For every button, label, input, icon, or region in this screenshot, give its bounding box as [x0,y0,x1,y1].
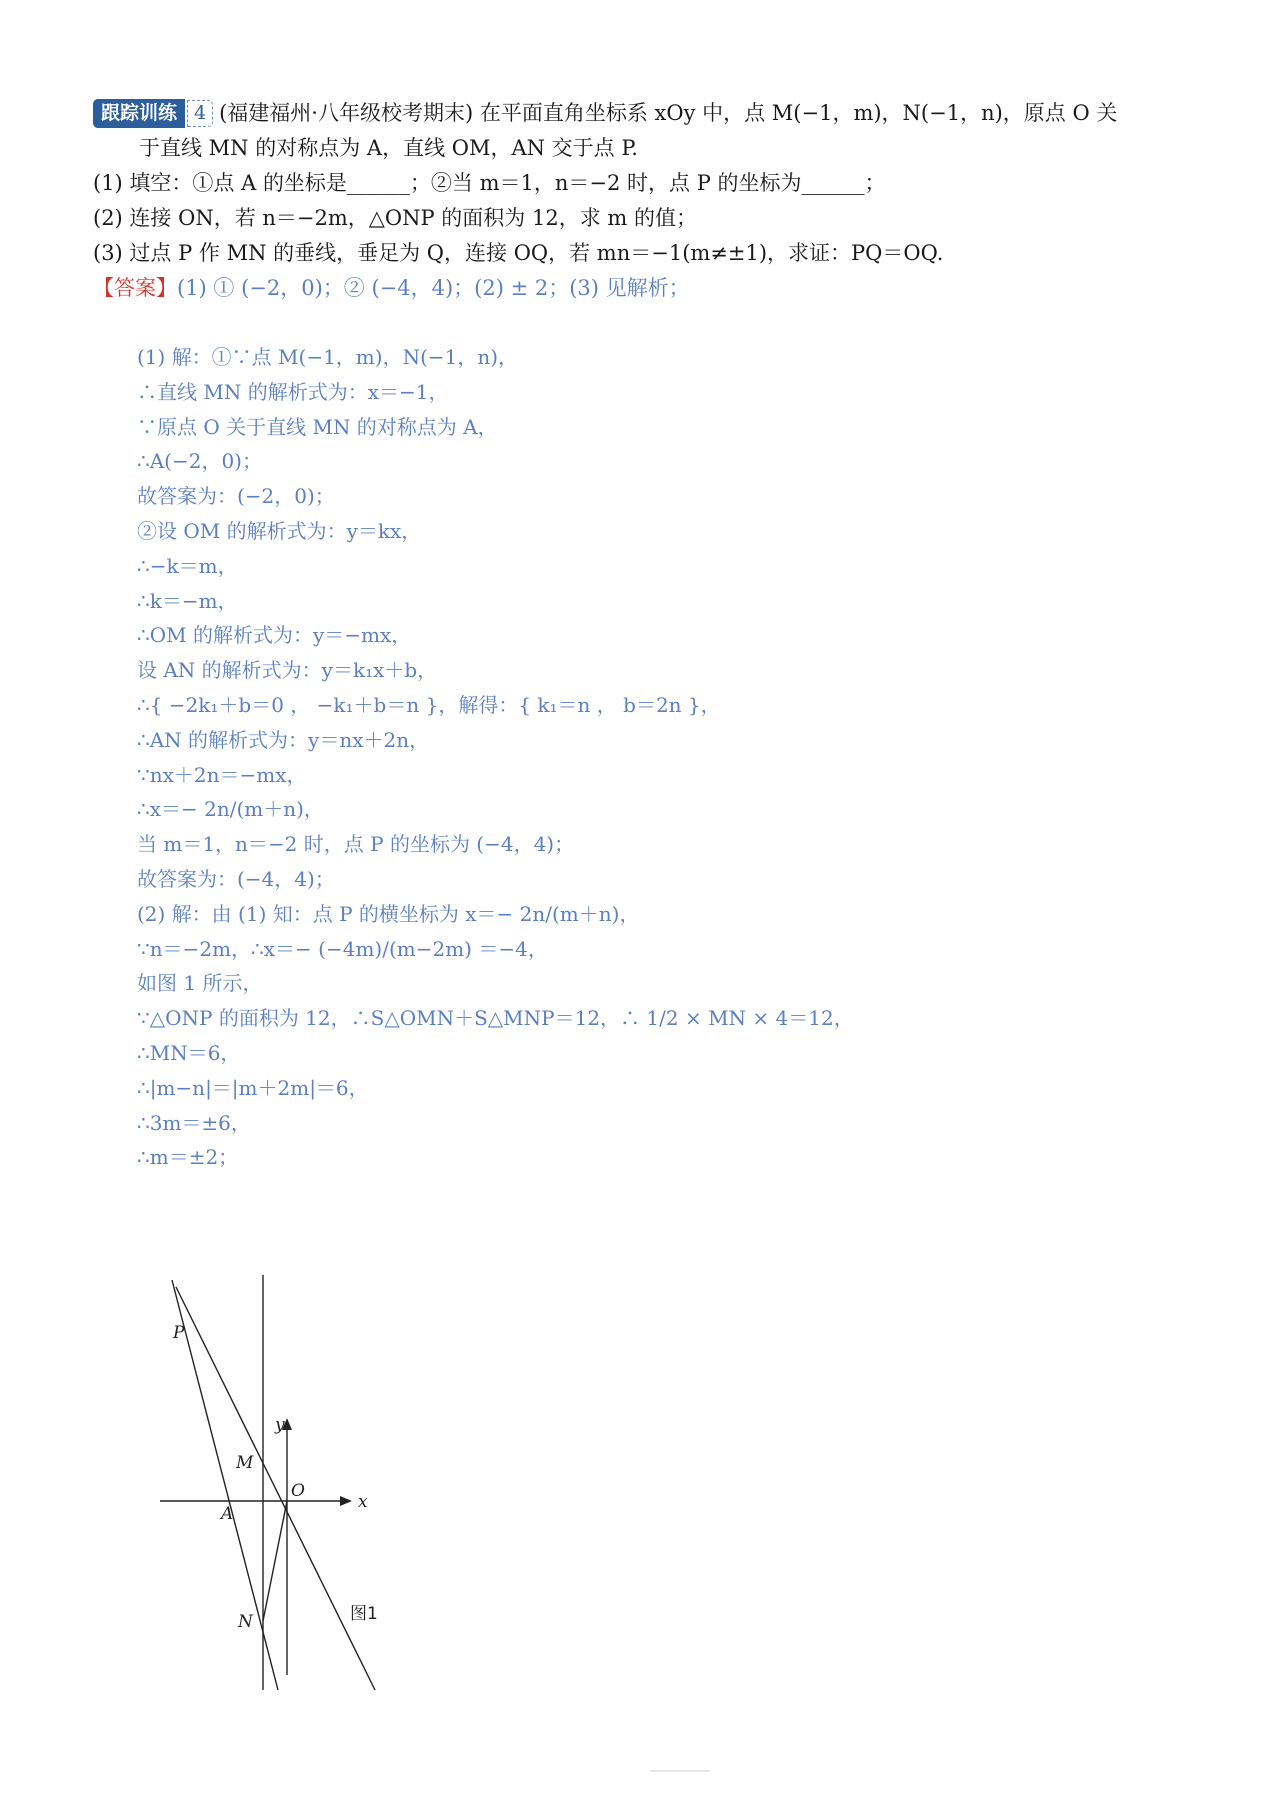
answer-tag: 【答案】 [93,276,177,300]
solution-line: ∴AN 的解析式为：y＝nx＋2n， [137,727,430,752]
training-tag: 跟踪训练 [93,99,185,128]
answer-text: (1) ① (−2，0)；② (−4，4)；(2) ± 2；(3) 见解析； [177,276,690,300]
solution-line: ∵△ONP 的面积为 12，∴S△OMN＋S△MNP＝12，∴ 1/2 × MN × 4＝12， [137,1006,854,1031]
label-p: P [173,1323,185,1343]
solution-line: 如图 1 所示， [137,971,263,996]
solution-line: 设 AN 的解析式为：y＝k₁x＋b， [137,658,438,683]
label-x: x [358,1492,368,1512]
solution-line: ∴{ −2k₁＋b＝0 ， −k₁＋b＝n }，解得：{ k₁＝n ， b＝2n }， [137,692,721,717]
geometry-figure [150,1275,410,1695]
line-an [172,1280,278,1690]
problem-number: 4 [187,100,213,127]
solution-line: ∵nx＋2n＝−mx， [137,762,307,787]
problem-part-3: (3) 过点 P 作 MN 的垂线，垂足为 Q，连接 OQ，若 mn＝−1(m≠±1)，求证：PQ＝OQ. [93,241,944,265]
solution-line: ∴A(−2，0)； [137,449,262,474]
problem-text: (福建福州·八年级校考期末) 在平面直角坐标系 xOy 中，点 M(−1，m)，N(−1，n)，原点 O 关 [219,101,1118,125]
solution-line: ∴直线 MN 的解析式为：x＝−1， [137,379,449,404]
x-axis-arrow-icon [340,1496,352,1506]
solution-line: 故答案为：(−4，4)； [137,866,335,891]
solution-line: ②设 OM 的解析式为：y＝kx， [137,518,422,543]
solution-line: ∴x＝− 2n/(m＋n)， [137,797,324,822]
solution-block [137,340,1187,1175]
line-om [176,1287,375,1690]
solution-line: 故答案为：(−2，0)； [137,484,335,509]
problem-statement [93,96,1203,306]
label-o: O [291,1481,305,1501]
solution-line: ∴MN＝6， [137,1040,241,1065]
solution-line: ∴k＝−m， [137,588,238,613]
solution-line: ∵原点 O 关于直线 MN 的对称点为 A， [137,414,498,439]
page-mark-decoration [650,1767,710,1775]
solution-line: (1) 解：①∵点 M(−1，m)，N(−1，n)， [137,345,519,369]
problem-line-1 [93,96,1203,131]
figure-caption: 图1 [350,1604,378,1624]
solution-line: ∴−k＝m， [137,553,238,578]
label-a: A [221,1504,234,1524]
segment-on [263,1501,287,1621]
answer-line [93,271,1203,306]
problem-part-1: (1) 填空：①点 A 的坐标是______；②当 m＝1，n＝−2 时，点 P 的坐标为______； [93,171,886,195]
solution-line: ∴OM 的解析式为：y＝−mx， [137,623,412,648]
label-m: M [236,1453,254,1473]
label-n: N [238,1612,253,1632]
solution-line: 当 m＝1，n＝−2 时，点 P 的坐标为 (−4，4)； [137,832,575,857]
label-y: y [275,1415,285,1435]
problem-line-2: 于直线 MN 的对称点为 A，直线 OM，AN 交于点 P. [139,136,638,160]
solution-line: ∴m＝±2； [137,1145,239,1170]
solution-line: ∵n＝−2m，∴x＝− (−4m)/(m−2m) ＝−4， [137,936,548,961]
solution-line: ∴3m＝±6， [137,1110,251,1135]
solution-line: ∴|m−n|＝|m＋2m|＝6， [137,1075,369,1100]
solution-line: (2) 解：由 (1) 知：点 P 的横坐标为 x＝− 2n/(m＋n)， [137,901,640,926]
problem-part-2: (2) 连接 ON，若 n＝−2m，△ONP 的面积为 12，求 m 的值； [93,206,697,230]
